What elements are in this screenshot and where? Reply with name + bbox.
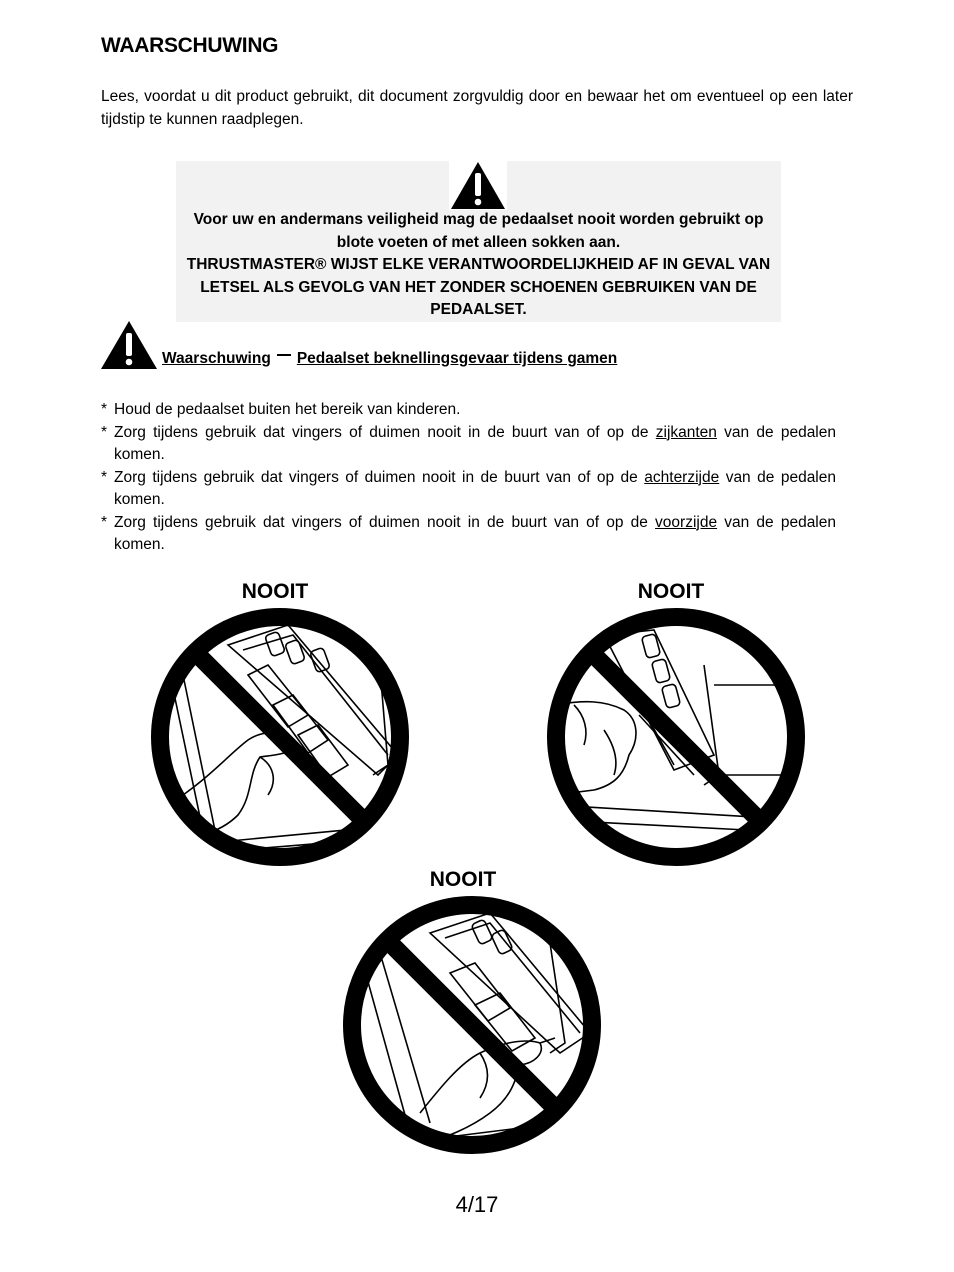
list-item: * Zorg tijdens gebruik dat vingers of duimen nooit in de buurt van of op de voorzijde van de pedalen komen. [101, 513, 836, 553]
warning-triangle-icon [100, 320, 158, 370]
list-item: * Zorg tijdens gebruik dat vingers of duimen nooit in de buurt van of op de achterzijde van de pedalen komen. [101, 468, 836, 508]
prohibited-hand-side-icon [148, 605, 412, 874]
subheading-title: Pedaalset beknellingsgevaar tijdens gamen [296, 350, 618, 367]
page-number: 4/17 [455, 1192, 499, 1217]
intro-paragraph: Lees, voordat u dit product gebruikt, dit document zorgvuldig door en bewaar het om eventueel op een later tijdstip te kunnen raadplegen. [101, 88, 853, 128]
safety-warning-box [176, 161, 781, 322]
prohibited-hand-back-icon [544, 605, 808, 874]
figure-label: NOOIT [429, 868, 497, 891]
list-item: * Zorg tijdens gebruik dat vingers of duimen nooit in de buurt van of op de zijkanten van de pedalen komen. [101, 423, 836, 463]
subheading-label: Waarschuwing [162, 350, 271, 367]
prohibited-hand-front-icon [340, 893, 604, 1162]
warning-text-liability: THRUSTMASTER® WIJST ELKE VERANTWOORDELIJKHEID AF IN GEVAL VAN LETSEL ALS GEVOLG VAN HET ZONDER SCHOENEN GEBRUIKEN VAN DE PEDAALSET. [186, 256, 771, 318]
warning-triangle-icon [449, 161, 507, 210]
warning-text-barefoot: Voor uw en andermans veiligheid mag de pedaalset nooit worden gebruikt op blote voeten of met alleen sokken aan. [193, 211, 764, 251]
subheading-dash [277, 354, 291, 356]
figure-label: NOOIT [637, 580, 705, 603]
page-title: WAARSCHUWING [101, 34, 279, 57]
pinch-hazard-heading [162, 350, 617, 368]
figure-label: NOOIT [241, 580, 309, 603]
safety-bullet-list [101, 399, 836, 557]
list-item: * Houd de pedaalset buiten het bereik van kinderen. [101, 401, 461, 418]
